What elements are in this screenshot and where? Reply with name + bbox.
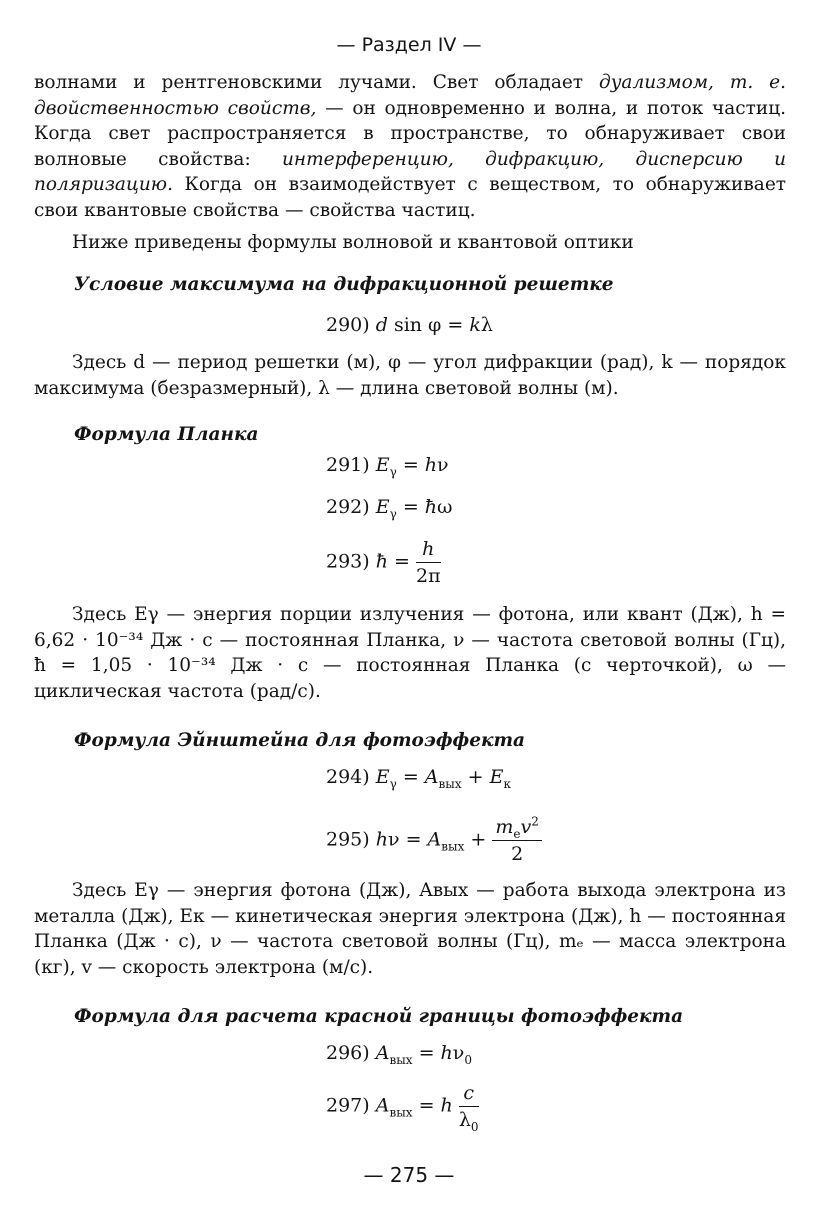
formula-293: 293) ħ = $\frac{h}{2\pi}$ xyxy=(326,538,441,587)
explanation-einstein: Здесь Eγ — энергия фотона (Дж), Aвых — работа выхода электрона из металла (Дж), Eк — кинетическая энергия электрона (Дж), h — постоянная Планка (Дж · с), ν — частота световой волны (Гц), mₑ — масса электрона (кг), v — скорость электрона (м/с). xyxy=(34,880,786,978)
formula-291-number: 291) xyxy=(326,454,370,476)
intro-text-2: — он одновременно и волна, и поток частиц. Когда свет распространяется в пространстве, то обнаруживает свои волновые свойства: xyxy=(34,97,786,170)
formula-290: 290) d sin φ = kλ xyxy=(326,314,493,336)
formula-297: 297) $A_{вых} = h$ $\frac{c}{\lambda_0}$ xyxy=(326,1082,479,1134)
formula-295-number: 295) xyxy=(326,828,370,851)
formula-292: 292) $E_\gamma$ = ħω xyxy=(326,496,453,521)
formula-290-number: 290) xyxy=(326,314,370,336)
heading-red-limit: Формула для расчета красной границы фотоэффекта xyxy=(74,1006,684,1027)
formula-295: 295) $h\nu = A_{вых}$ + $\frac{m_ev^2}{2}$ xyxy=(326,816,542,865)
explanation-diffraction: Здесь d — период решетки (м), φ — угол дифракции (рад), k — порядок максимума (безразмерный), λ — длина световой волны (м). xyxy=(34,352,786,399)
formula-292-number: 292) xyxy=(326,496,370,518)
formula-297-fraction: $\frac{c}{\lambda_0}$ xyxy=(458,1082,479,1134)
formula-296-number: 296) xyxy=(326,1042,370,1064)
formula-295-fraction: $\frac{m_ev^2}{2}$ xyxy=(492,816,542,865)
heading-einstein: Формула Эйнштейна для фотоэффекта xyxy=(74,730,526,751)
formula-293-fraction: $\frac{h}{2\pi}$ xyxy=(415,538,441,587)
formula-294: 294) $E_\gamma = A_{вых} + E_к$ xyxy=(326,766,511,791)
intro-paragraph xyxy=(34,70,786,224)
heading-planck: Формула Планка xyxy=(74,424,259,445)
intro-lead-paragraph: Ниже приведены формулы волновой и квантовой оптики xyxy=(72,232,634,253)
formula-291: 291) $E_\gamma = h\nu$ xyxy=(326,454,449,479)
intro-emphasis-dualism: дуализмом, т. е. двойственностью свойств, xyxy=(34,72,787,119)
explanation-planck: Здесь Eγ — энергия порции излучения — фотона, или квант (Дж), h = 6,62 · 10⁻³⁴ Дж · с — постоянная Планка, ν — частота световой волны (Гц), ħ = 1,05 · 10⁻³⁴ Дж · с — постоянная Планка (с черточкой), ω — циклическая частота (рад/с). xyxy=(34,604,786,702)
intro-text-3: Когда он взаимодействует с веществом, то обнаруживает свои квантовые свойства — свойства частиц. xyxy=(34,174,786,221)
intro-emphasis-wave-props: интерференцию, дифракцию, дисперсию и поляризацию. xyxy=(34,148,786,196)
formula-293-number: 293) xyxy=(326,550,370,573)
formula-296: 296) $A_{вых} = h\nu_0$ xyxy=(326,1042,472,1067)
heading-diffraction: Условие максимума на дифракционной решетке xyxy=(74,274,614,295)
running-header: — Раздел IV — xyxy=(336,34,482,56)
formula-297-number: 297) xyxy=(326,1094,370,1117)
formula-294-number: 294) xyxy=(326,766,370,788)
intro-text-1: волнами и рентгеновскими лучами. Свет обладает xyxy=(34,72,584,93)
page-number: — 275 — xyxy=(363,1163,455,1187)
